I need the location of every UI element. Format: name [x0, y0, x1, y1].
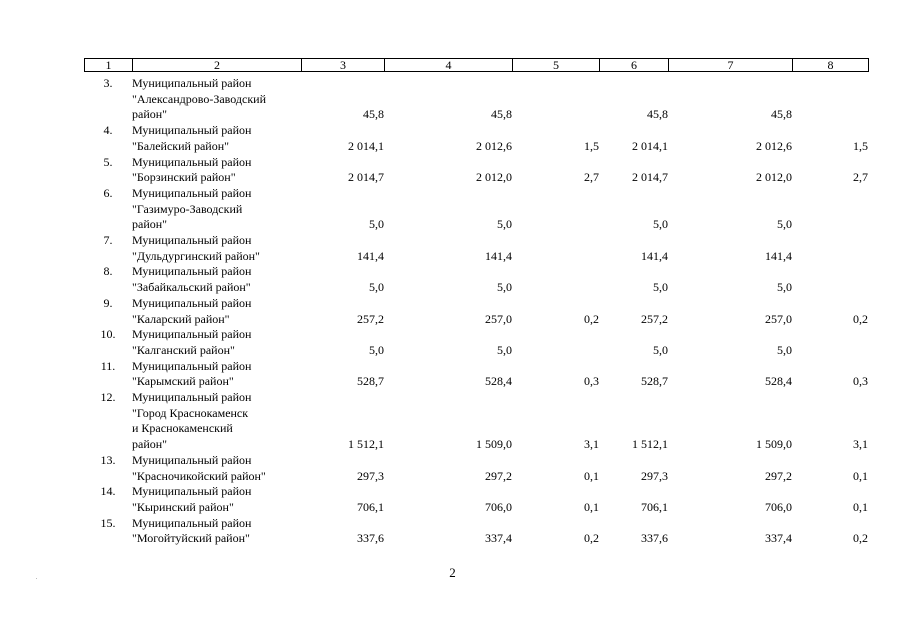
- district-name-cell: Муниципальный район "Карымский район": [132, 358, 252, 389]
- value-cell: 0,2: [853, 531, 868, 546]
- table-row: [84, 390, 868, 453]
- value-cell: 528,7: [357, 374, 384, 389]
- row-number-cell: 9.: [103, 295, 113, 310]
- value-cell: [512, 186, 599, 233]
- value-cell: 2 012,6: [756, 138, 792, 153]
- row-number-cell: 5.: [103, 154, 113, 169]
- value-cell: 337,6: [357, 531, 384, 546]
- value-cell: [792, 186, 868, 233]
- value-cell: 141,4: [485, 248, 512, 263]
- value-cell: 5,0: [777, 280, 792, 295]
- value-cell: 2 014,1: [348, 138, 384, 153]
- value-cell: 3,1: [584, 437, 599, 452]
- value-cell: 706,1: [357, 499, 384, 514]
- value-cell: [512, 327, 599, 358]
- header-cell: 4: [385, 59, 513, 72]
- header-cell: 1: [85, 59, 133, 72]
- row-number-cell: 12.: [100, 390, 116, 405]
- value-cell: 257,2: [641, 311, 668, 326]
- value-cell: 45,8: [647, 107, 668, 122]
- table-row: [84, 327, 868, 358]
- value-cell: 3,1: [853, 437, 868, 452]
- value-cell: 5,0: [369, 342, 384, 357]
- value-cell: 141,4: [357, 248, 384, 263]
- value-cell: 5,0: [497, 280, 512, 295]
- value-cell: 0,2: [584, 531, 599, 546]
- district-name-cell: Муниципальный район "Могойтуйский район": [132, 515, 252, 546]
- value-cell: 5,0: [653, 342, 668, 357]
- district-name-cell: Муниципальный район "Забайкальский район": [132, 264, 252, 295]
- district-name-cell: Муниципальный район "Город Краснокаменск и Краснокаменский район": [132, 390, 252, 452]
- value-cell: 297,2: [765, 468, 792, 483]
- header-cell: 2: [133, 59, 302, 72]
- value-cell: 45,8: [363, 107, 384, 122]
- value-cell: 257,0: [485, 311, 512, 326]
- value-cell: 0,1: [584, 468, 599, 483]
- value-cell: 45,8: [771, 107, 792, 122]
- header-cell: 7: [669, 59, 793, 72]
- row-number-cell: 13.: [100, 452, 116, 467]
- value-cell: 5,0: [497, 342, 512, 357]
- value-cell: 706,0: [765, 499, 792, 514]
- value-cell: [792, 264, 868, 295]
- table-row: [84, 264, 868, 295]
- value-cell: 528,7: [641, 374, 668, 389]
- value-cell: 5,0: [497, 217, 512, 232]
- value-cell: [792, 327, 868, 358]
- value-cell: 257,0: [765, 311, 792, 326]
- header-cell: 3: [302, 59, 385, 72]
- value-cell: 337,4: [485, 531, 512, 546]
- value-cell: [792, 76, 868, 123]
- value-cell: 297,3: [357, 468, 384, 483]
- table-row: [84, 76, 868, 123]
- page-number: 2: [449, 565, 456, 580]
- table-row: [84, 186, 868, 233]
- table-row: [84, 516, 868, 547]
- table-row: [84, 123, 868, 154]
- row-number-cell: 7.: [103, 233, 113, 248]
- table-row: [84, 155, 868, 186]
- value-cell: 0,2: [584, 311, 599, 326]
- data-table: [84, 76, 868, 547]
- value-cell: 2 014,1: [632, 138, 668, 153]
- value-cell: 2 012,6: [476, 138, 512, 153]
- district-name-cell: Муниципальный район "Александрово-Заводский район": [132, 76, 266, 122]
- table-row: [84, 233, 868, 264]
- row-number-cell: 6.: [103, 185, 113, 200]
- district-name-cell: Муниципальный район "Дульдургинский район": [132, 233, 260, 263]
- value-cell: 1,5: [584, 138, 599, 153]
- value-cell: 141,4: [641, 248, 668, 263]
- table-row: [84, 296, 868, 327]
- value-cell: 1 509,0: [756, 437, 792, 452]
- value-cell: 5,0: [369, 217, 384, 232]
- value-cell: 0,1: [853, 499, 868, 514]
- value-cell: 5,0: [369, 280, 384, 295]
- value-cell: 528,4: [485, 374, 512, 389]
- value-cell: 5,0: [777, 217, 792, 232]
- value-cell: 0,2: [853, 311, 868, 326]
- row-number-cell: 4.: [103, 123, 113, 138]
- value-cell: 337,6: [641, 531, 668, 546]
- value-cell: [512, 264, 599, 295]
- header-cell: 5: [513, 59, 600, 72]
- value-cell: [512, 76, 599, 123]
- value-cell: 337,4: [765, 531, 792, 546]
- table-row: [84, 484, 868, 515]
- table-row: [84, 359, 868, 390]
- value-cell: 0,3: [853, 374, 868, 389]
- header-cell: 6: [600, 59, 669, 72]
- row-number-cell: 14.: [100, 484, 116, 499]
- district-name-cell: Муниципальный район "Калганский район": [132, 327, 252, 357]
- district-name-cell: Муниципальный район "Кыринский район": [132, 484, 252, 514]
- value-cell: 5,0: [653, 280, 668, 295]
- value-cell: 1 512,1: [348, 437, 384, 452]
- value-cell: 2,7: [853, 170, 868, 185]
- value-cell: 2 012,0: [756, 170, 792, 185]
- row-number-cell: 10.: [100, 327, 116, 342]
- table-row: [84, 453, 868, 484]
- value-cell: [792, 233, 868, 264]
- value-cell: 1,5: [853, 138, 868, 153]
- value-cell: 0,3: [584, 374, 599, 389]
- value-cell: 2 012,0: [476, 170, 512, 185]
- row-number-cell: 8.: [103, 264, 113, 279]
- value-cell: [512, 233, 599, 264]
- value-cell: 297,2: [485, 468, 512, 483]
- row-number-cell: 11.: [100, 358, 116, 373]
- row-number-cell: 15.: [100, 515, 116, 530]
- value-cell: 2 014,7: [632, 170, 668, 185]
- header-cell: 8: [793, 59, 869, 72]
- value-cell: 45,8: [491, 107, 512, 122]
- district-name-cell: Муниципальный район "Газимуро-Заводский район": [132, 185, 252, 232]
- value-cell: 257,2: [357, 311, 384, 326]
- value-cell: 5,0: [777, 342, 792, 357]
- district-name-cell: Муниципальный район "Каларский район": [132, 295, 252, 326]
- value-cell: 2,7: [584, 170, 599, 185]
- value-cell: 706,1: [641, 499, 668, 514]
- value-cell: 1 509,0: [476, 437, 512, 452]
- row-number-cell: 3.: [103, 76, 113, 90]
- value-cell: 1 512,1: [632, 437, 668, 452]
- value-cell: 141,4: [765, 248, 792, 263]
- value-cell: 5,0: [653, 217, 668, 232]
- value-cell: 528,4: [765, 374, 792, 389]
- value-cell: 2 014,7: [348, 170, 384, 185]
- district-name-cell: Муниципальный район "Балейский район": [132, 123, 252, 153]
- value-cell: 0,1: [584, 499, 599, 514]
- value-cell: 706,0: [485, 499, 512, 514]
- district-name-cell: Муниципальный район "Красночикойский район": [132, 452, 266, 483]
- column-number-header: [84, 58, 869, 72]
- header-row: [85, 59, 869, 72]
- district-name-cell: Муниципальный район "Борзинский район": [132, 154, 252, 185]
- value-cell: 297,3: [641, 468, 668, 483]
- value-cell: 0,1: [853, 468, 868, 483]
- scan-speck: [36, 578, 37, 579]
